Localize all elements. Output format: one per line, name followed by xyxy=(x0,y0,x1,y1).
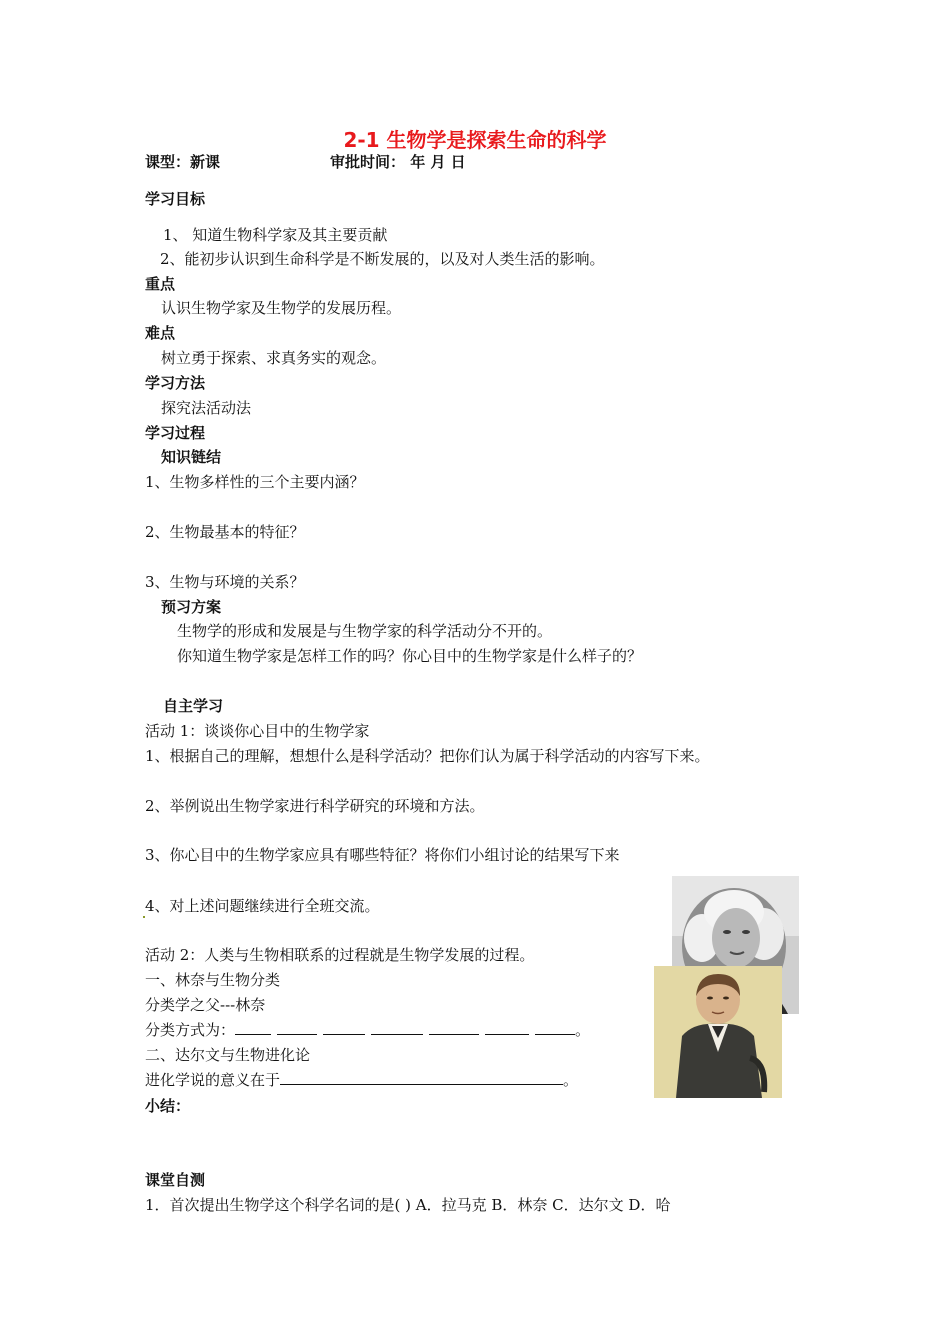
answer-blank[interactable] xyxy=(280,1070,563,1085)
classification-line xyxy=(145,1020,590,1040)
portrait-darwin xyxy=(654,966,782,1098)
classification-end: 。 xyxy=(575,1021,591,1039)
answer-blank[interactable] xyxy=(429,1020,479,1035)
activity2-title: 活动 2：人类与生物相联系的过程就是生物学发展的过程。 xyxy=(145,946,535,964)
objective-item: 2、能初步认识到生命科学是不断发展的，以及对人类生活的影响。 xyxy=(160,250,605,268)
self-study-heading: 自主学习 xyxy=(163,697,224,715)
section-linnaeus: 一、林奈与生物分类 xyxy=(145,971,281,989)
knowledge-question: 1、生物多样性的三个主要内涵？ xyxy=(145,473,365,491)
preview-heading: 预习方案 xyxy=(161,598,222,616)
answer-blank[interactable] xyxy=(323,1020,365,1035)
approval-time: 审批时间： 年 月 日 xyxy=(330,153,466,171)
classification-label: 分类方式为： xyxy=(145,1021,236,1039)
method-text: 探究法活动法 xyxy=(161,399,252,417)
answer-blank[interactable] xyxy=(371,1020,423,1035)
stray-mark xyxy=(143,916,145,918)
activity1-item: 2、举例说出生物学家进行科学研究的环境和方法。 xyxy=(145,797,485,815)
preview-line: 生物学的形成和发展是与生物学家的科学活动分不开的。 xyxy=(177,622,553,640)
activity1-title: 活动 1：谈谈你心目中的生物学家 xyxy=(145,722,370,740)
answer-blank[interactable] xyxy=(535,1020,575,1035)
linnaeus-title: 分类学之父---林奈 xyxy=(145,996,266,1014)
preview-line: 你知道生物学家是怎样工作的吗？你心目中的生物学家是什么样子的？ xyxy=(177,647,643,665)
evolution-label: 进化学说的意义在于 xyxy=(145,1071,281,1089)
course-type: 课型：新课 xyxy=(145,153,221,171)
page-title: 2-1 生物学是探索生命的科学 xyxy=(343,128,607,152)
knowledge-link-heading: 知识链结 xyxy=(161,448,222,466)
process-heading: 学习过程 xyxy=(145,424,206,442)
question-1: 1．首次提出生物学这个科学名词的是( ) A．拉马克 B．林奈 C．达尔文 D．哈 xyxy=(145,1196,671,1214)
evolution-line xyxy=(145,1070,578,1090)
objectives-heading: 学习目标 xyxy=(145,190,206,208)
answer-blank[interactable] xyxy=(277,1020,317,1035)
key-point-heading: 重点 xyxy=(145,275,176,293)
key-point-text: 认识生物学家及生物学的发展历程。 xyxy=(161,299,402,317)
section-darwin: 二、达尔文与生物进化论 xyxy=(145,1046,311,1064)
difficulty-heading: 难点 xyxy=(145,324,176,342)
summary-label: 小结： xyxy=(145,1097,191,1115)
evolution-end: 。 xyxy=(563,1071,579,1089)
activity1-item: 4、对上述问题继续进行全班交流。 xyxy=(145,897,380,915)
self-test-heading: 课堂自测 xyxy=(145,1171,206,1189)
answer-blank[interactable] xyxy=(485,1020,529,1035)
knowledge-question: 2、生物最基本的特征？ xyxy=(145,523,305,541)
objective-item: 1、 知道生物科学家及其主要贡献 xyxy=(163,226,388,244)
activity1-item: 3、你心目中的生物学家应具有哪些特征？将你们小组讨论的结果写下来 xyxy=(145,846,620,864)
knowledge-question: 3、生物与环境的关系？ xyxy=(145,573,305,591)
activity1-item: 1、根据自己的理解，想想什么是科学活动？把你们认为属于科学活动的内容写下来。 xyxy=(145,747,710,765)
answer-blank[interactable] xyxy=(235,1020,271,1035)
difficulty-text: 树立勇于探索、求真务实的观念。 xyxy=(161,349,387,367)
method-heading: 学习方法 xyxy=(145,374,206,392)
